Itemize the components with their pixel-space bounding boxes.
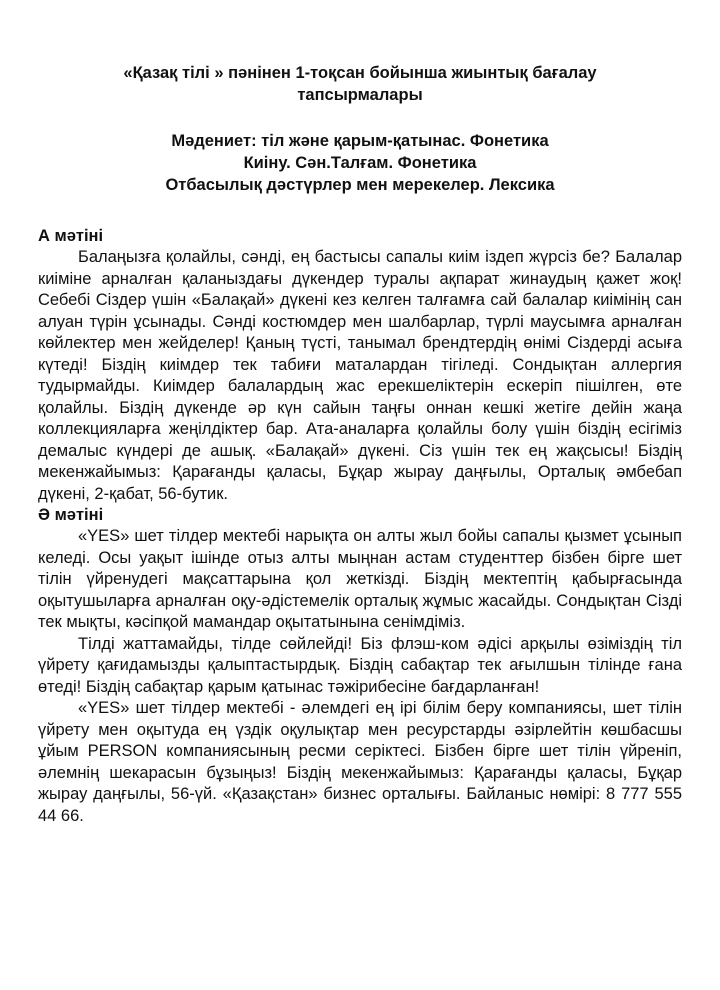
section-b-paragraph-1: «YES» шет тілдер мектебі нарықта он алты жыл бойы сапалы қызмет ұсынып келеді. Осы уақыт ішінде отыз алты мыңнан астам студенттер бізбен бірге шет тілін үйренудегі мақсаттарына қол жеткізді. Біздің мектептің қабырғасында оқытушыларға арналған оқу-әдістемелік орталық жұмыс жасайды. Сондықтан Сізді тек мықты, кәсіпқой мамандар оқытатынына сенімдіміз.: [38, 527, 682, 631]
topic-traditions: Отбасылық дәстүрлер мен мерекелер. Лексика: [165, 176, 555, 194]
topic-culture: Мәдениет: тіл және қарым-қатынас. Фонетика: [171, 132, 549, 150]
section-a-paragraph: Балаңызға қолайлы, сәнді, ең бастысы сапалы киім іздеп жүрсіз бе? Балалар киіміне арналған қаланыздағы дүкендер туралы ақпарат жинаудың қажет жоқ! Себебі Сіздер үшін «Балақай» дүкені кез келген талғамға сай балалар киімінің сан алуан түрін ұсынады. Сәнді костюмдер мен шалбарлар, түрлі маусымға арналған көйлектер мен жейделер! Қаның түсті, танымал брендтердің өнімі Сіздерді асыға күтеді! Біздің киімдер тек табиғи маталардан тігіледі. Сондықтан аллергия тудырмайды. Киімдер балалардың жас ерекшеліктерін ескеріп пішілген, өте қолайлы. Біздің дүкенде әр күн сайын таңғы оннан кешкі жетіге дейін жаңа коллекцияларға жеңілдіктер бар. Ата-аналарға қолайлы болу үшін біздің есігіміз демалыс күндері де ашық. «Балақай» дүкені. Сіз үшін тек ең жақсысы! Біздің мекенжайымыз: Қарағанды қаласы, Бұқар жырау даңғылы, Орталық әмбебап дүкені, 2-қабат, 56-бутик.: [38, 248, 682, 503]
section-b-paragraph-2: Тілді жаттамайды, тілде сөйлейді! Біз флэш-ком әдісі арқылы өзіміздің тіл үйрету қағидамызды қалыптастырдық. Біздің сабақтар тек ағылшын тілінде ғана өтеді! Біздің сабақтар қарым қатынас тәжірибесіне бағдарланған!: [38, 634, 682, 696]
section-a-label: А мәтіні: [38, 227, 104, 245]
topic-list: [38, 130, 682, 196]
page-title: «Қазақ тілі » пәнінен 1-тоқсан бойынша жиынтық бағалау тапсырмалары: [123, 64, 597, 104]
section-b-paragraph-3: «YES» шет тілдер мектебі - әлемдегі ең ірі білім беру компаниясы, шет тілін үйрету мен оқытуда ең үздік оқулықтар мен ресурстарды әзірлейтін көшбасшы ұйым PERSON компаниясының ресми серіктесі. Бізбен бірге шет тілін үйреніп, әлемнің шекарасын бұзыңыз! Біздің мекенжайымыз: Қарағанды қаласы, Бұқар жырау даңғылы, 56-үй. «Қазақстан» бизнес орталығы. Байланыс нөмірі: 8 777 555 44 66.: [38, 699, 682, 825]
topic-clothing: Киіну. Сән.Талғам. Фонетика: [243, 154, 477, 172]
section-b-label: Ә мәтіні: [38, 506, 104, 524]
